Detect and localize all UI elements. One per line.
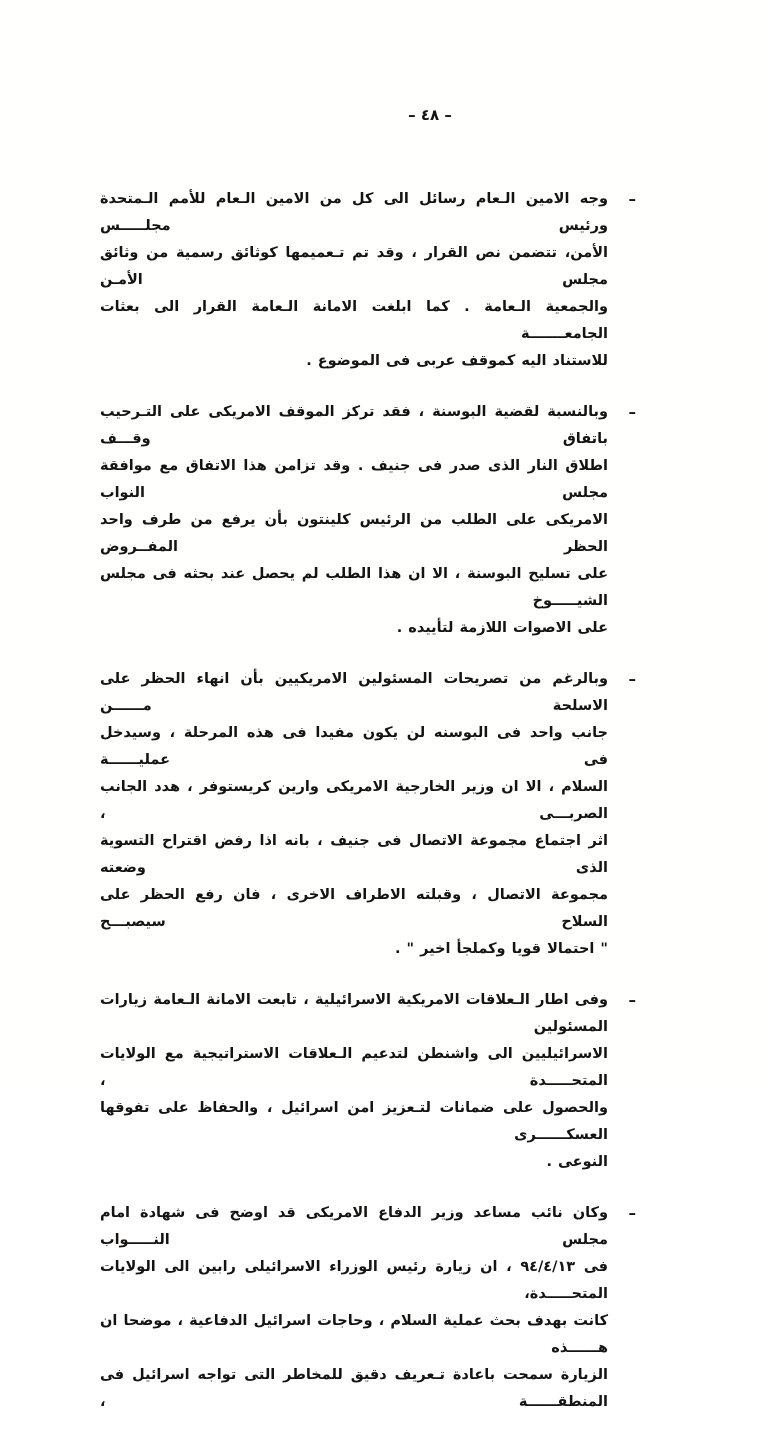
text-line: " احتمالا قويا وكملجأ اخير " .: [394, 941, 608, 957]
paragraph: [100, 399, 636, 642]
paragraph-lines: [100, 1200, 608, 1416]
paragraph-lines: [100, 987, 608, 1176]
text-line: والحصول على ضمانات لتـعزيز امن اسرائيل ، والحفاظ على تفوقها العسكــــــرى: [100, 1100, 608, 1143]
paragraph-lines: [100, 186, 608, 375]
document-body: [100, 186, 636, 1440]
text-line: وبالنسبة لقضية البوسنة ، فقد تركز الموقف الامريكى على التـرحيب باتفاق وقـــف: [100, 404, 608, 447]
text-line: وكان نائب مساعد وزير الدفاع الامريكى قد اوضح فى شهادة امام مجلس النـــــواب: [100, 1205, 608, 1248]
text-line: والجمعية الـعامة . كما ابلغت الامانة الـعامة القرار الى بعثات الجامعـــــــة: [100, 299, 608, 342]
text-line: الأمن، تتضمن نص القرار ، وقد تم تـعميمها كوثائق رسمية من وثائق مجلس الأمـن: [100, 245, 608, 288]
paragraph: [100, 987, 636, 1176]
paragraph-lines: [100, 399, 608, 642]
text-line: على الاصوات اللازمة لتأييده .: [396, 620, 608, 636]
bullet-dash: –: [628, 991, 636, 1009]
text-line: النوعى .: [546, 1154, 608, 1170]
paragraph: [100, 186, 636, 375]
text-line: الاسرائيليين الى واشنطن لتدعيم الـعلاقات الاستراتيجية مع الولايات المتحـــــدة ،: [100, 1046, 608, 1089]
paragraph-lines: [100, 666, 608, 963]
bullet-dash: –: [628, 190, 636, 208]
text-line: وجه الامين الـعام رسائل الى كل من الامين الـعام للأمم الـمتحدة ورئيس مجلـــــس: [100, 191, 608, 234]
text-line: وفى اطار الـعلاقات الامريكية الاسرائيلية ، تابعت الامانة الـعامة زيارات المسئولين: [100, 992, 608, 1035]
text-line: السلام ، الا ان وزير الخارجية الامريكى وارين كريستوفر ، هدد الجانب الصربـــى ،: [100, 779, 608, 822]
text-line: جانب واحد فى البوسنه لن يكون مفيدا فى هذه المرحلة ، وسيدخل فى عمليــــــة: [100, 725, 608, 768]
bullet-dash: –: [628, 1204, 636, 1222]
text-line: فى ٩٤/٤/١٣ ، ان زيارة رئيس الوزراء الاسرائيلى رابين الى الولايات المتحـــــدة،: [100, 1259, 608, 1302]
text-line: اطلاق النار الذى صدر فى جنيف . وقد تزامن هذا الاتفاق مع موافقة مجلس النواب: [100, 458, 608, 501]
text-line: الزيارة سمحت باعادة تـعريف دقيق للمخاطر التى تواجه اسرائيل فى المنطقــــــة ،: [100, 1367, 608, 1410]
text-line: للاستناد اليه كموقف عربى فى الموضوع .: [306, 353, 608, 369]
text-line: اثر اجتماع مجموعة الاتصال فى جنيف ، بانه اذا رفض اقتراح التسوية الذى وضعته: [100, 833, 608, 876]
text-line: مجموعة الاتصال ، وقبلته الاطراف الاخرى ، فان رفع الحظر على السلاح سيصبـــح: [100, 887, 608, 930]
paragraph: [100, 1200, 636, 1416]
text-line: على تسليح البوسنة ، الا ان هذا الطلب لم يحصل عند بحثه فى مجلس الشيـــــوخ: [100, 566, 608, 609]
bullet-dash: –: [628, 403, 636, 421]
paragraph: [100, 666, 636, 963]
bullet-dash: –: [628, 670, 636, 688]
text-line: وبالرغم من تصريحات المسئولين الامريكيين بأن انهاء الحظر على الاسلحة مــــــن: [100, 671, 608, 714]
text-line: كانت بهدف بحث عملية السلام ، وحاجات اسرائيل الدفاعية ، موضحا ان هــــــذه: [100, 1313, 608, 1356]
page-number: – ٤٨ –: [408, 106, 452, 124]
text-line: الامريكى على الطلب من الرئيس كلينتون بأن يرفع من طرف واحد الحظر المفــروض: [100, 512, 608, 555]
